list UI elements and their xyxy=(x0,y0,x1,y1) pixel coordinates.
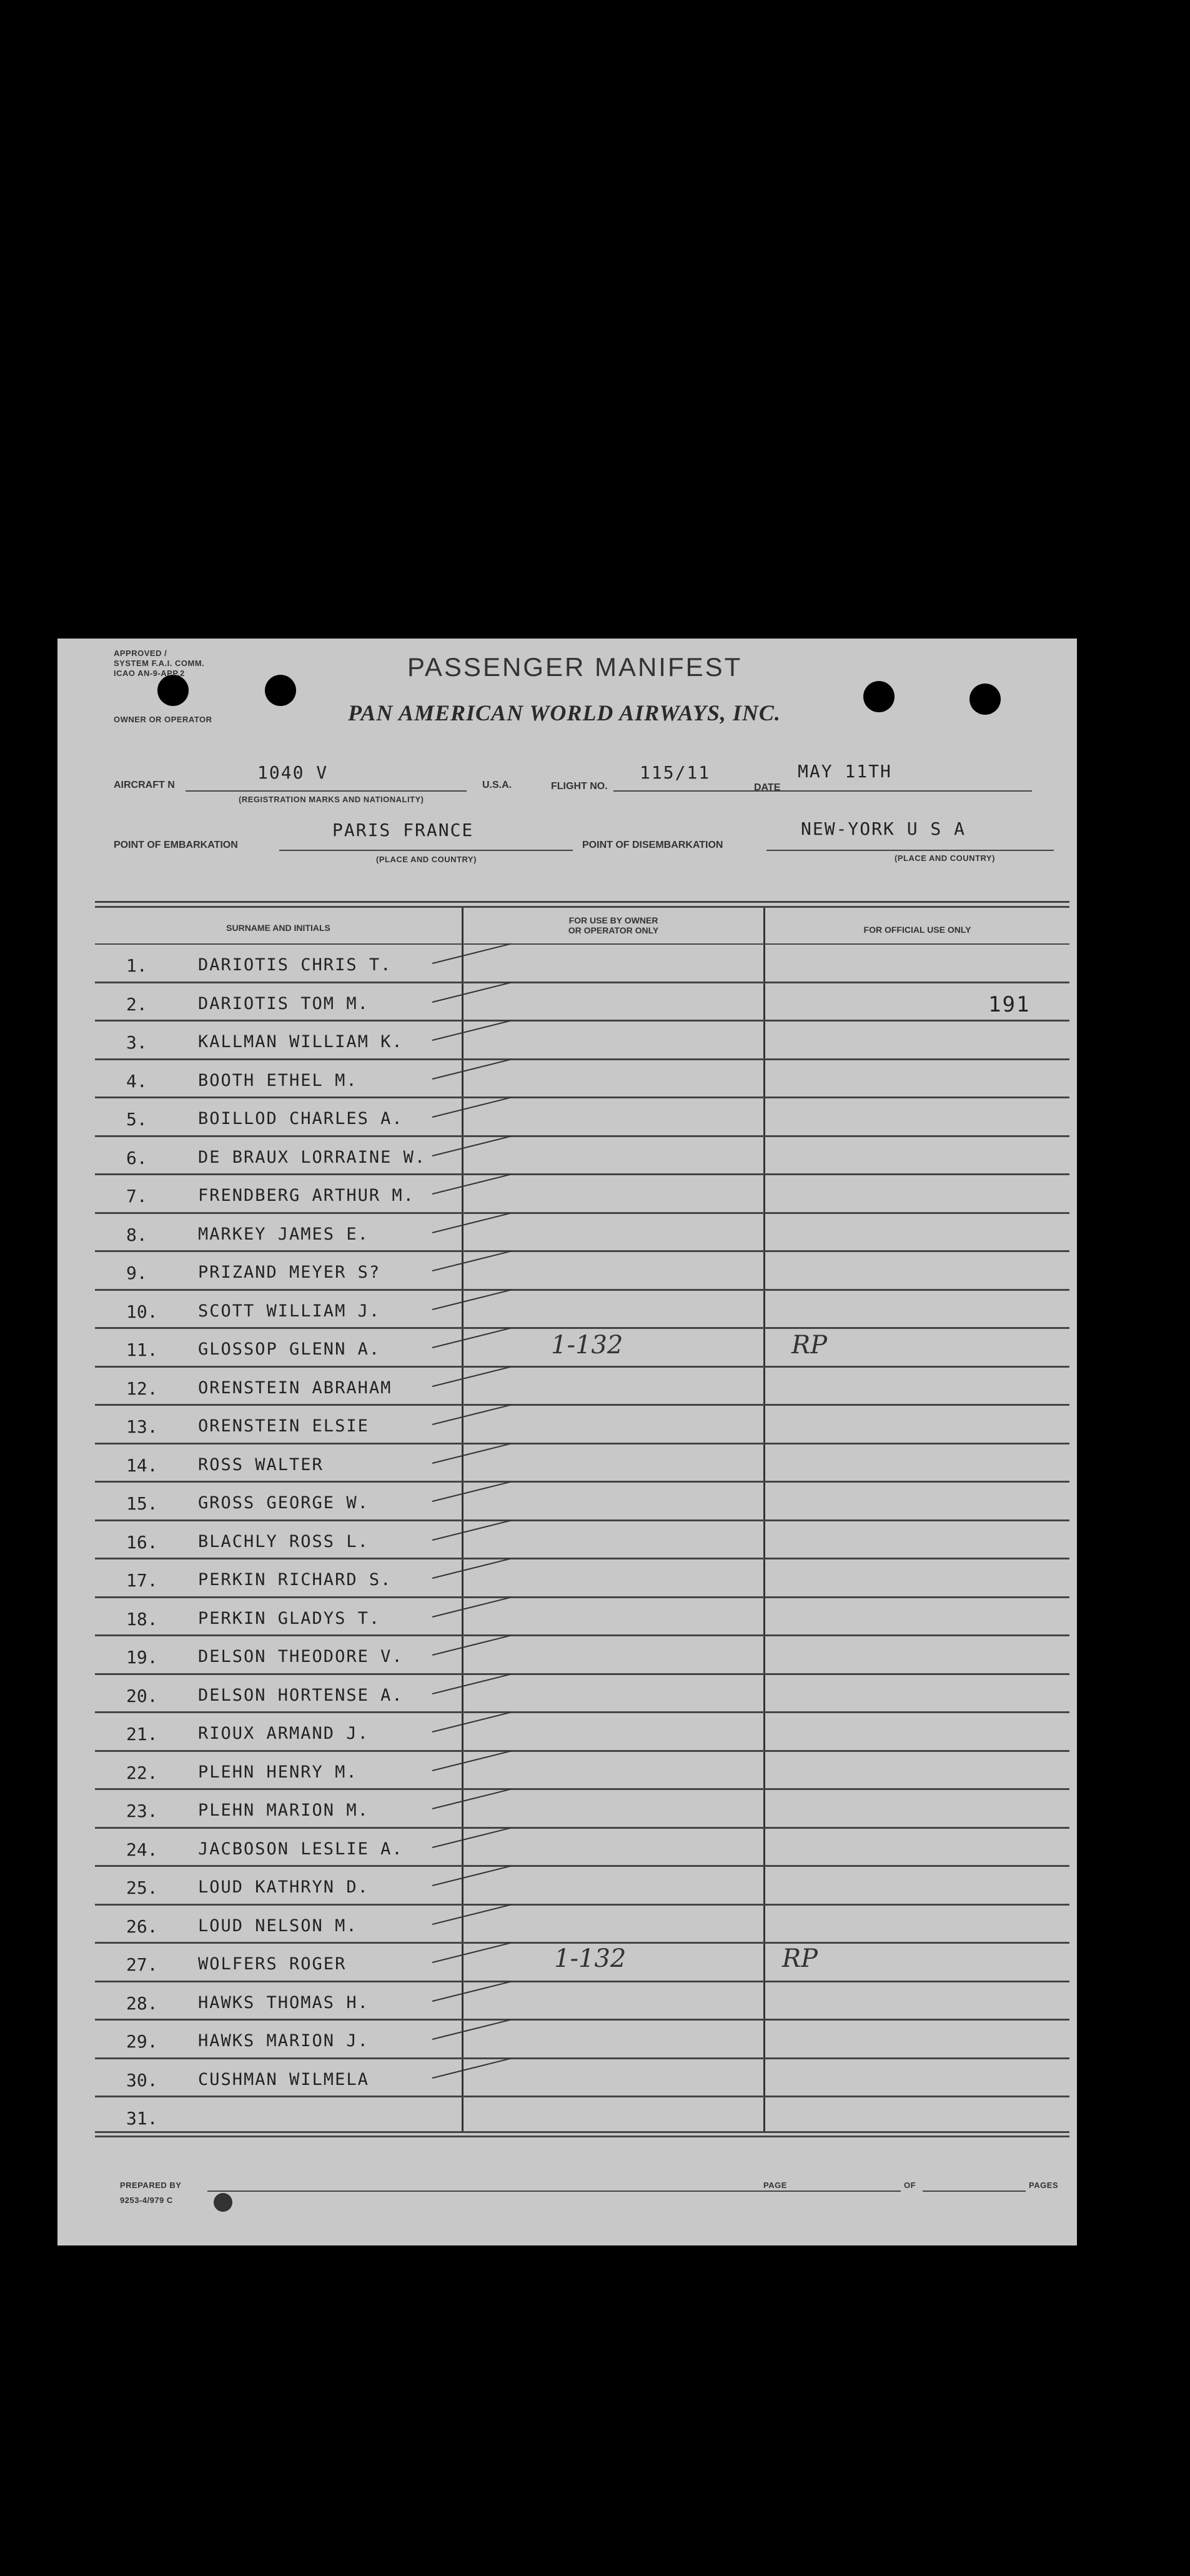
passenger-name: DELSON HORTENSE A. xyxy=(198,1685,404,1705)
passenger-name: DARIOTIS CHRIS T. xyxy=(198,955,392,975)
check-mark xyxy=(432,1942,512,1963)
check-mark xyxy=(432,2057,512,2078)
row-rule xyxy=(95,1981,1069,1982)
of-underline xyxy=(923,2191,1026,2192)
check-mark xyxy=(432,1097,512,1118)
passenger-name: RIOUX ARMAND J. xyxy=(198,1724,369,1743)
row-rule xyxy=(95,1519,1069,1521)
passenger-name: BOOTH ETHEL M. xyxy=(198,1070,358,1090)
punch-hole xyxy=(157,675,189,706)
passenger-name: ROSS WALTER xyxy=(198,1455,324,1474)
row-number: 23. xyxy=(126,1801,158,1821)
row-rule xyxy=(95,1443,1069,1445)
row-number: 7. xyxy=(126,1186,147,1206)
passenger-name: GROSS GEORGE W. xyxy=(198,1493,369,1513)
check-mark xyxy=(432,1058,512,1079)
row-number: 14. xyxy=(126,1455,158,1476)
check-mark xyxy=(432,1750,512,1771)
check-mark xyxy=(432,1635,512,1656)
passenger-name: PERKIN RICHARD S. xyxy=(198,1570,392,1589)
check-mark xyxy=(432,1366,512,1386)
row-number: 28. xyxy=(126,1992,158,2014)
disembarkation-value: NEW-YORK U S A xyxy=(801,818,966,839)
row-rule xyxy=(95,1942,1069,1944)
row-rule xyxy=(95,1097,1069,1098)
passenger-name: LOUD KATHRYN D. xyxy=(198,1877,369,1897)
column-header-names: SURNAME AND INITIALS xyxy=(226,923,330,933)
row-number: 21. xyxy=(126,1724,158,1744)
row-rule xyxy=(95,1020,1069,1022)
row-rule xyxy=(95,1135,1069,1137)
row-rule xyxy=(95,1404,1069,1406)
of-label: OF xyxy=(904,2181,916,2190)
union-bug-icon xyxy=(214,2193,232,2212)
passenger-name: PERKIN GLADYS T. xyxy=(198,1608,381,1628)
passenger-name: DELSON THEODORE V. xyxy=(198,1647,404,1666)
row-number: 10. xyxy=(126,1301,158,1322)
row-rule xyxy=(95,1481,1069,1483)
punch-hole xyxy=(265,675,296,706)
passenger-name: ORENSTEIN ELSIE xyxy=(198,1416,369,1436)
row-rule xyxy=(95,1366,1069,1368)
date-underline xyxy=(788,790,1032,792)
check-mark xyxy=(432,943,512,964)
owner-operator-label: OWNER OR OPERATOR xyxy=(114,715,212,724)
passenger-name: LOUD NELSON M. xyxy=(198,1916,358,1936)
official-number: 191 xyxy=(988,992,1031,1017)
row-rule xyxy=(95,1711,1069,1713)
check-mark xyxy=(432,1174,512,1195)
row-rule xyxy=(95,1673,1069,1675)
aircraft-label: AIRCRAFT N xyxy=(114,780,175,790)
official-note: RP xyxy=(791,1331,828,1360)
passenger-name: SCOTT WILLIAM J. xyxy=(198,1301,381,1321)
row-number: 22. xyxy=(126,1762,158,1783)
check-mark xyxy=(432,982,512,1002)
approval-line-3: ICAO AN-9-APP.2 xyxy=(114,669,185,678)
aircraft-value: 1040 V xyxy=(257,762,329,783)
check-mark xyxy=(432,1212,512,1233)
aircraft-underline xyxy=(186,790,467,792)
embarkation-underline xyxy=(279,850,573,851)
row-number: 20. xyxy=(126,1685,158,1706)
row-rule xyxy=(95,1558,1069,1559)
table-bottom-rule xyxy=(95,2131,1069,2133)
prepared-by-label: PREPARED BY xyxy=(120,2181,182,2190)
row-rule xyxy=(95,1634,1069,1636)
passenger-name: BLACHLY ROSS L. xyxy=(198,1531,369,1551)
row-number: 3. xyxy=(126,1032,147,1053)
row-number: 5. xyxy=(126,1109,147,1130)
row-rule xyxy=(95,1058,1069,1060)
row-rule xyxy=(95,1327,1069,1329)
row-rule xyxy=(95,1173,1069,1175)
approval-line-1: APPROVED / xyxy=(114,649,167,658)
passenger-name: HAWKS MARION J. xyxy=(198,2031,369,2051)
row-rule xyxy=(95,2096,1069,2097)
passenger-name: PLEHN HENRY M. xyxy=(198,1762,358,1782)
embarkation-value: PARIS FRANCE xyxy=(332,820,474,840)
aircraft-sublabel: (REGISTRATION MARKS AND NATIONALITY) xyxy=(239,795,424,804)
passenger-name: DE BRAUX LORRAINE W. xyxy=(198,1147,427,1167)
passenger-name: HAWKS THOMAS H. xyxy=(198,1992,369,2012)
punch-hole xyxy=(863,681,895,712)
check-mark xyxy=(432,1289,512,1310)
page-title: PASSENGER MANIFEST xyxy=(407,652,743,682)
pages-label: PAGES xyxy=(1029,2181,1059,2190)
row-rule xyxy=(95,1750,1069,1752)
flight-label: FLIGHT NO. xyxy=(551,781,608,792)
check-mark xyxy=(432,1596,512,1617)
row-rule xyxy=(95,2019,1069,2021)
passenger-name: DARIOTIS TOM M. xyxy=(198,993,369,1013)
row-rule xyxy=(95,1250,1069,1252)
row-rule xyxy=(95,2057,1069,2059)
country-label: U.S.A. xyxy=(482,780,512,790)
row-number: 26. xyxy=(126,1916,158,1937)
disembarkation-label: POINT OF DISEMBARKATION xyxy=(582,840,723,850)
row-number: 8. xyxy=(126,1224,147,1245)
row-number: 1. xyxy=(126,955,147,976)
check-mark xyxy=(432,1673,512,1694)
table-bottom-rule xyxy=(95,2136,1069,2137)
row-number: 30. xyxy=(126,2069,158,2091)
official-note: RP xyxy=(782,1944,818,1973)
flight-value: 115/11 xyxy=(640,762,711,783)
passenger-name: MARKEY JAMES E. xyxy=(198,1224,369,1244)
operator-name: PAN AMERICAN WORLD AIRWAYS, INC. xyxy=(348,700,781,725)
column-header-official: FOR OFFICIAL USE ONLY xyxy=(863,925,971,935)
check-mark xyxy=(432,1020,512,1041)
row-number: 11. xyxy=(126,1340,158,1360)
row-number: 16. xyxy=(126,1531,158,1553)
row-number: 31. xyxy=(126,2108,158,2129)
row-number: 17. xyxy=(126,1570,158,1591)
row-number: 29. xyxy=(126,2031,158,2052)
passenger-name: FRENDBERG ARTHUR M. xyxy=(198,1186,415,1205)
date-label: DATE xyxy=(754,782,781,793)
row-number: 15. xyxy=(126,1493,158,1514)
form-number: 9253-4/979 C xyxy=(120,2196,173,2205)
row-number: 6. xyxy=(126,1147,147,1168)
check-mark xyxy=(432,1251,512,1271)
date-value: MAY 11TH xyxy=(798,761,892,782)
header-rule xyxy=(95,943,1069,945)
manifest-sheet xyxy=(57,639,1077,2245)
row-rule xyxy=(95,1788,1069,1790)
owner-note: 1-132 xyxy=(554,1944,627,1973)
row-number: 4. xyxy=(126,1070,147,1092)
check-mark xyxy=(432,1328,512,1348)
row-rule xyxy=(95,1904,1069,1906)
row-rule xyxy=(95,1212,1069,1214)
row-number: 27. xyxy=(126,1954,158,1975)
row-rule xyxy=(95,1827,1069,1829)
disembarkation-underline xyxy=(766,850,1054,851)
check-mark xyxy=(432,1405,512,1425)
check-mark xyxy=(432,1866,512,1886)
check-mark xyxy=(432,1481,512,1502)
passenger-name: ORENSTEIN ABRAHAM xyxy=(198,1378,392,1398)
check-mark xyxy=(432,1904,512,1924)
row-rule xyxy=(95,982,1069,983)
page-underline xyxy=(795,2191,901,2192)
passenger-name: PLEHN MARION M. xyxy=(198,1801,369,1820)
row-number: 2. xyxy=(126,993,147,1015)
passenger-name: CUSHMAN WILMELA xyxy=(198,2069,369,2089)
table-top-rule xyxy=(95,901,1069,903)
owner-note: 1-132 xyxy=(551,1331,623,1360)
row-number: 18. xyxy=(126,1608,158,1629)
passenger-name: PRIZAND MEYER S? xyxy=(198,1263,381,1282)
row-number: 9. xyxy=(126,1263,147,1283)
approval-line-2: SYSTEM F.A.I. COMM. xyxy=(114,659,205,668)
check-mark xyxy=(432,1712,512,1733)
row-number: 13. xyxy=(126,1416,158,1437)
punch-hole xyxy=(969,684,1001,715)
row-rule xyxy=(95,1596,1069,1598)
row-number: 12. xyxy=(126,1378,158,1399)
check-mark xyxy=(432,1519,512,1540)
check-mark xyxy=(432,1443,512,1463)
check-mark xyxy=(432,1827,512,1847)
row-number: 19. xyxy=(126,1647,158,1668)
passenger-name: GLOSSOP GLENN A. xyxy=(198,1340,381,1359)
disembarkation-sublabel: (PLACE AND COUNTRY) xyxy=(895,853,995,863)
table-top-rule xyxy=(95,906,1069,908)
row-number: 24. xyxy=(126,1839,158,1860)
embarkation-label: POINT OF EMBARKATION xyxy=(114,840,238,850)
row-rule xyxy=(95,1289,1069,1291)
page-label: PAGE xyxy=(763,2181,787,2190)
passenger-name: KALLMAN WILLIAM K. xyxy=(198,1032,404,1052)
check-mark xyxy=(432,1789,512,1809)
passenger-name: BOILLOD CHARLES A. xyxy=(198,1109,404,1128)
check-mark xyxy=(432,1981,512,2001)
passenger-name: WOLFERS ROGER xyxy=(198,1954,347,1974)
check-mark xyxy=(432,1135,512,1156)
prepared-by-underline xyxy=(207,2191,807,2192)
row-rule xyxy=(95,1865,1069,1867)
passenger-name: JACBOSON LESLIE A. xyxy=(198,1839,404,1859)
row-number: 25. xyxy=(126,1877,158,1898)
embarkation-sublabel: (PLACE AND COUNTRY) xyxy=(376,855,477,864)
column-header-owner: FOR USE BY OWNER OR OPERATOR ONLY xyxy=(568,915,659,935)
check-mark xyxy=(432,2019,512,2040)
check-mark xyxy=(432,1558,512,1579)
